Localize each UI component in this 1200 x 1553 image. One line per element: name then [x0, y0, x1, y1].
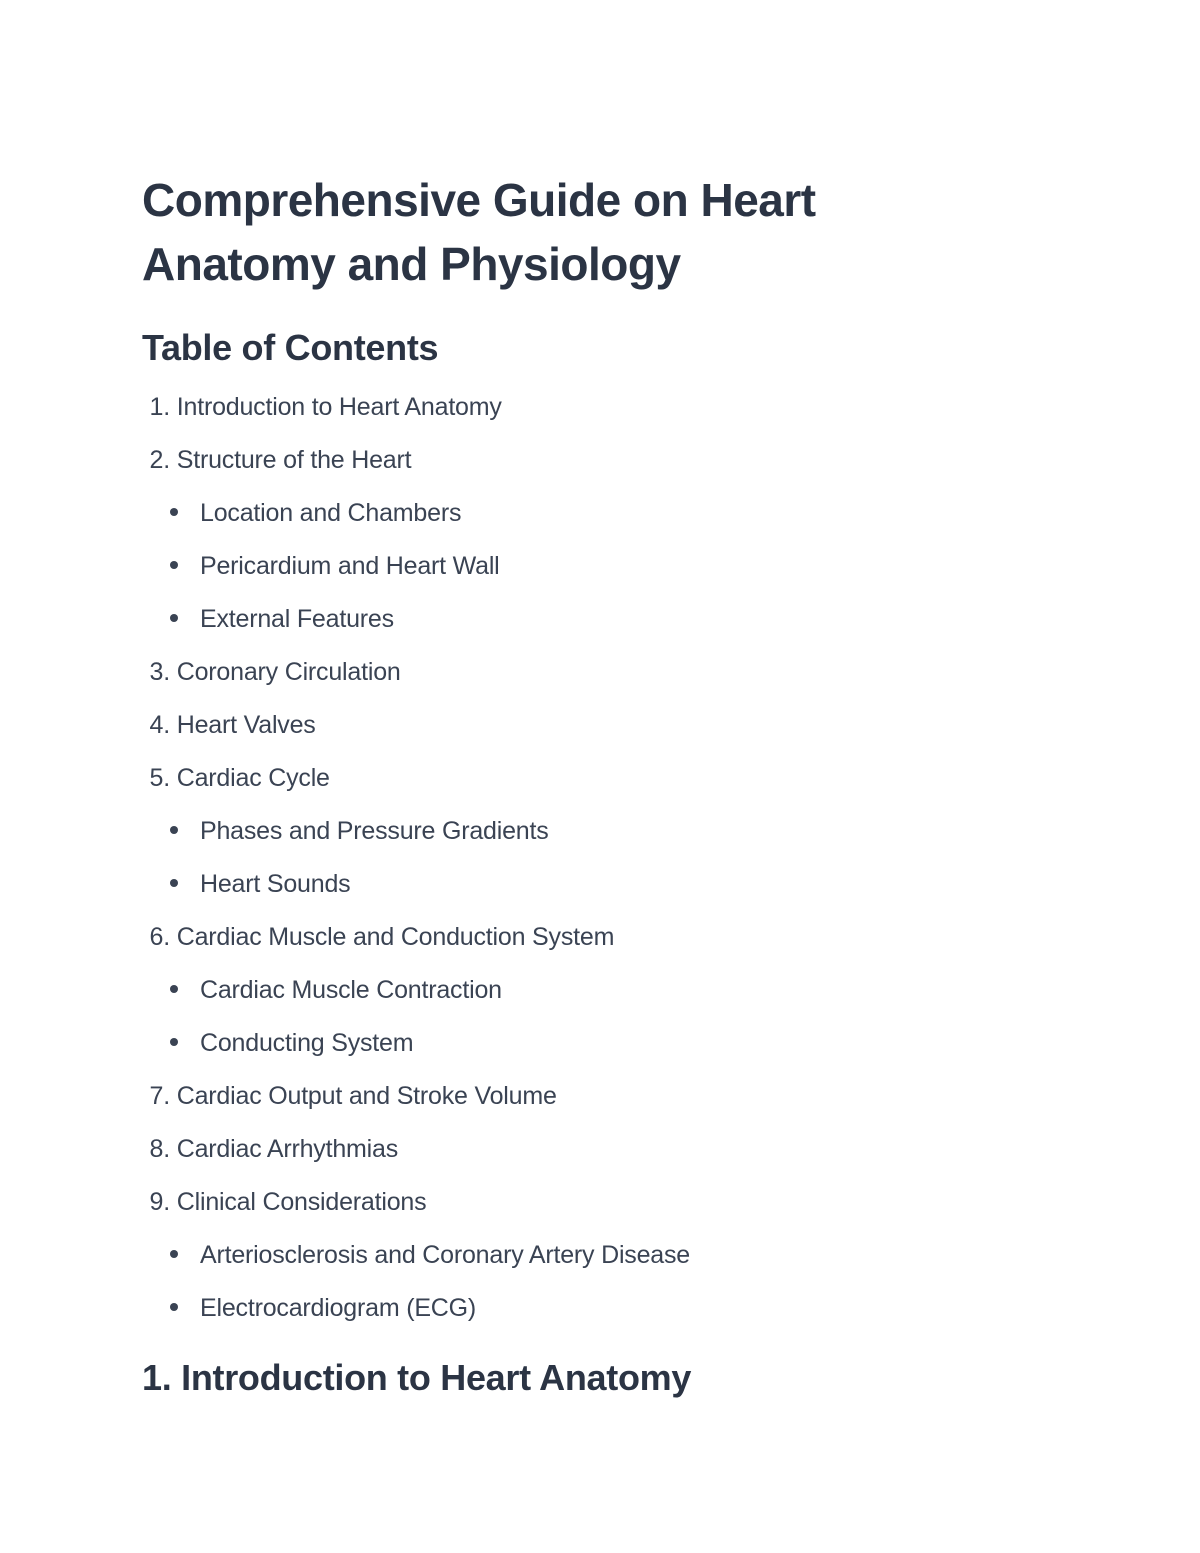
toc-subitem [142, 869, 1062, 922]
toc-subitem-link[interactable]: Location and Chambers [200, 499, 462, 527]
bullet-icon [170, 985, 178, 993]
toc-item-number: 9. [149, 1188, 170, 1216]
bullet-icon [170, 1303, 178, 1311]
toc-item-link[interactable]: Structure of the Heart [176, 446, 412, 474]
toc-item-link[interactable]: Cardiac Output and Stroke Volume [176, 1082, 557, 1110]
toc-subitem [142, 604, 1062, 657]
toc-entry [142, 657, 1062, 710]
toc-item-number: 2. [149, 446, 170, 474]
bullet-icon [170, 879, 178, 887]
toc-entry [142, 763, 1062, 816]
toc-item-number: 3. [149, 658, 170, 686]
document-title-line1: Comprehensive Guide on Heart [142, 174, 816, 226]
toc-subitem [142, 816, 1062, 869]
toc-item-number: 1. [149, 393, 170, 421]
toc-item [142, 922, 1062, 1081]
toc-subitem [142, 498, 1062, 551]
toc-item [142, 657, 1062, 710]
toc-item-link[interactable]: Cardiac Arrhythmias [176, 1135, 399, 1163]
toc-item-link[interactable]: Heart Valves [176, 711, 316, 739]
toc-sublist [142, 975, 1062, 1081]
toc-item-link[interactable]: Cardiac Muscle and Conduction System [176, 923, 615, 951]
toc-item-number: 5. [149, 764, 170, 792]
toc-subitem [142, 975, 1062, 1028]
toc-sublist [142, 498, 1062, 657]
toc-subitem-link[interactable]: External Features [200, 605, 394, 633]
toc-item [142, 710, 1062, 763]
toc-item-number: 4. [149, 711, 170, 739]
toc-item-number: 7. [149, 1082, 170, 1110]
toc-item-link[interactable]: Clinical Considerations [176, 1188, 427, 1216]
toc-item-link[interactable]: Coronary Circulation [176, 658, 401, 686]
table-of-contents [142, 392, 1062, 1346]
toc-item [142, 1081, 1062, 1134]
toc-subitem-link[interactable]: Arteriosclerosis and Coronary Artery Disease [200, 1241, 691, 1269]
bullet-icon [170, 1038, 178, 1046]
toc-entry [142, 1187, 1062, 1240]
toc-item-link[interactable]: Introduction to Heart Anatomy [176, 393, 502, 421]
document-title [142, 168, 1062, 296]
toc-subitem-link[interactable]: Cardiac Muscle Contraction [200, 976, 502, 1004]
toc-entry [142, 1081, 1062, 1134]
toc-heading: Table of Contents [142, 327, 439, 368]
bullet-icon [170, 826, 178, 834]
section-heading-introduction: 1. Introduction to Heart Anatomy [142, 1357, 692, 1398]
toc-subitem-link[interactable]: Phases and Pressure Gradients [200, 817, 549, 845]
bullet-icon [170, 1250, 178, 1258]
bullet-icon [170, 508, 178, 516]
toc-item [142, 392, 1062, 445]
toc-item-number: 6. [149, 923, 170, 951]
toc-item-link[interactable]: Cardiac Cycle [176, 764, 330, 792]
toc-entry [142, 922, 1062, 975]
toc-sublist [142, 1240, 1062, 1346]
toc-sublist [142, 816, 1062, 922]
toc-subitem [142, 551, 1062, 604]
document-title-line2: Anatomy and Physiology [142, 238, 681, 290]
toc-subitem [142, 1028, 1062, 1081]
bullet-icon [170, 561, 178, 569]
toc-subitem-link[interactable]: Electrocardiogram (ECG) [200, 1294, 477, 1322]
toc-subitem-link[interactable]: Conducting System [200, 1029, 414, 1057]
toc-entry [142, 445, 1062, 498]
toc-subitem [142, 1240, 1062, 1293]
toc-entry [142, 1134, 1062, 1187]
toc-item [142, 445, 1062, 657]
toc-entry [142, 710, 1062, 763]
toc-item-number: 8. [149, 1135, 170, 1163]
document-page [142, 168, 1062, 1402]
toc-subitem-link[interactable]: Heart Sounds [200, 870, 351, 898]
toc-item [142, 763, 1062, 922]
toc-item [142, 1134, 1062, 1187]
toc-entry [142, 392, 1062, 445]
bullet-icon [170, 614, 178, 622]
toc-item [142, 1187, 1062, 1346]
toc-subitem [142, 1293, 1062, 1346]
toc-subitem-link[interactable]: Pericardium and Heart Wall [200, 552, 500, 580]
